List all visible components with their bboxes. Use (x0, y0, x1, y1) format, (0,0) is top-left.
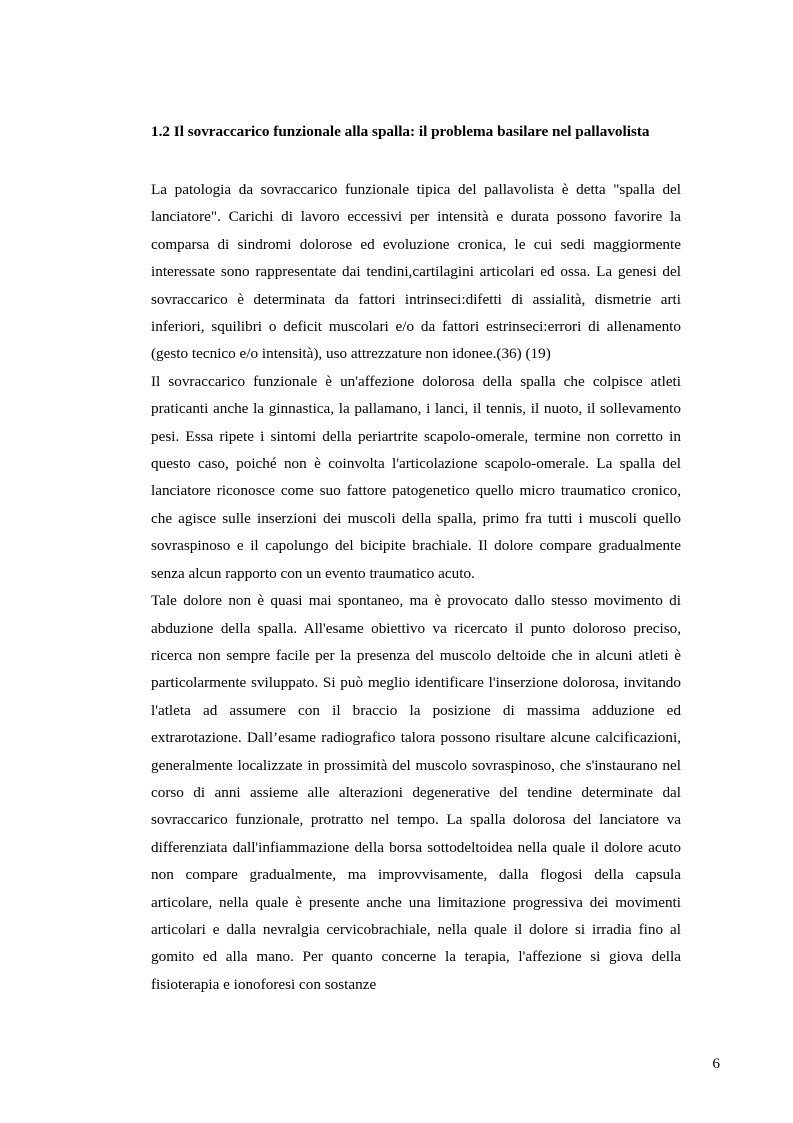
paragraph-3: Tale dolore non è quasi mai spontaneo, ma è provocato dallo stesso movimento di abduzione della spalla. All'esame obiettivo va ricercato il punto doloroso preciso, ricerca non sempre facile per la presenza del muscolo deltoide che in alcuni atleti è particolarmente sviluppato. Si può meglio identificare l'inserzione dolorosa, invitando l'atleta ad assumere con il braccio la posizione di massima adduzione ed extrarotazione. Dall’esame radiografico talora possono risultare alcune calcificazioni, generalmente localizzate in prossimità del muscolo sovraspinoso, che s'instaurano nel corso di anni assieme alle alterazioni degenerative del tendine determinate dal sovraccarico funzionale, protratto nel tempo. La spalla dolorosa del lanciatore va differenziata dall'infiammazione della borsa sottodeltoidea nella quale il dolore acuto non compare gradualmente, ma improvvisamente, dalla flogosi della capsula articolare, nella quale è presente anche una limitazione progressiva dei movimenti articolari e dalla nevralgia cervicobrachiale, nella quale il dolore si irradia fino al gomito ed alla mano. Per quanto concerne la terapia, l'affezione si giova della fisioterapia e ionoforesi con sostanze (151, 592, 681, 993)
section-heading: 1.2 Il sovraccarico funzionale alla spalla: il problema basilare nel pallavolista (151, 123, 650, 140)
page-number: 6 (712, 1055, 720, 1072)
paragraph-1: La patologia da sovraccarico funzionale tipica del pallavolista è detta "spalla del lanciatore". Carichi di lavoro eccessivi per intensità e durata possono favorire la comparsa di sindromi dolorose ed evoluzione cronica, le cui sedi maggiormente interessate sono rappresentate dai tendini,cartilagini articolari ed ossa. La genesi del sovraccarico è determinata da fattori intrinseci:difetti di assialità, dismetrie arti inferiori, squilibri o deficit muscolari e/o da fattori estrinseci:errori di allenamento (gesto tecnico e/o intensità), uso attrezzature non idonee.(36) (19) (151, 181, 681, 363)
body-text (151, 176, 681, 998)
paragraph-2: Il sovraccarico funzionale è un'affezione dolorosa della spalla che colpisce atleti praticanti anche la ginnastica, la pallamano, i lanci, il tennis, il nuoto, il sollevamento pesi. Essa ripete i sintomi della periartrite scapolo-omerale, termine non corretto in questo caso, poiché non è coinvolta l'articolazione scapolo-omerale. La spalla del lanciatore riconosce come suo fattore patogenetico quello micro traumatico cronico, che agisce sulle inserzioni dei muscoli della spalla, primo fra tutti i muscoli quello sovraspinoso e il capolungo del bicipite brachiale. Il dolore compare gradualmente senza alcun rapporto con un evento traumatico acuto. (151, 372, 681, 582)
